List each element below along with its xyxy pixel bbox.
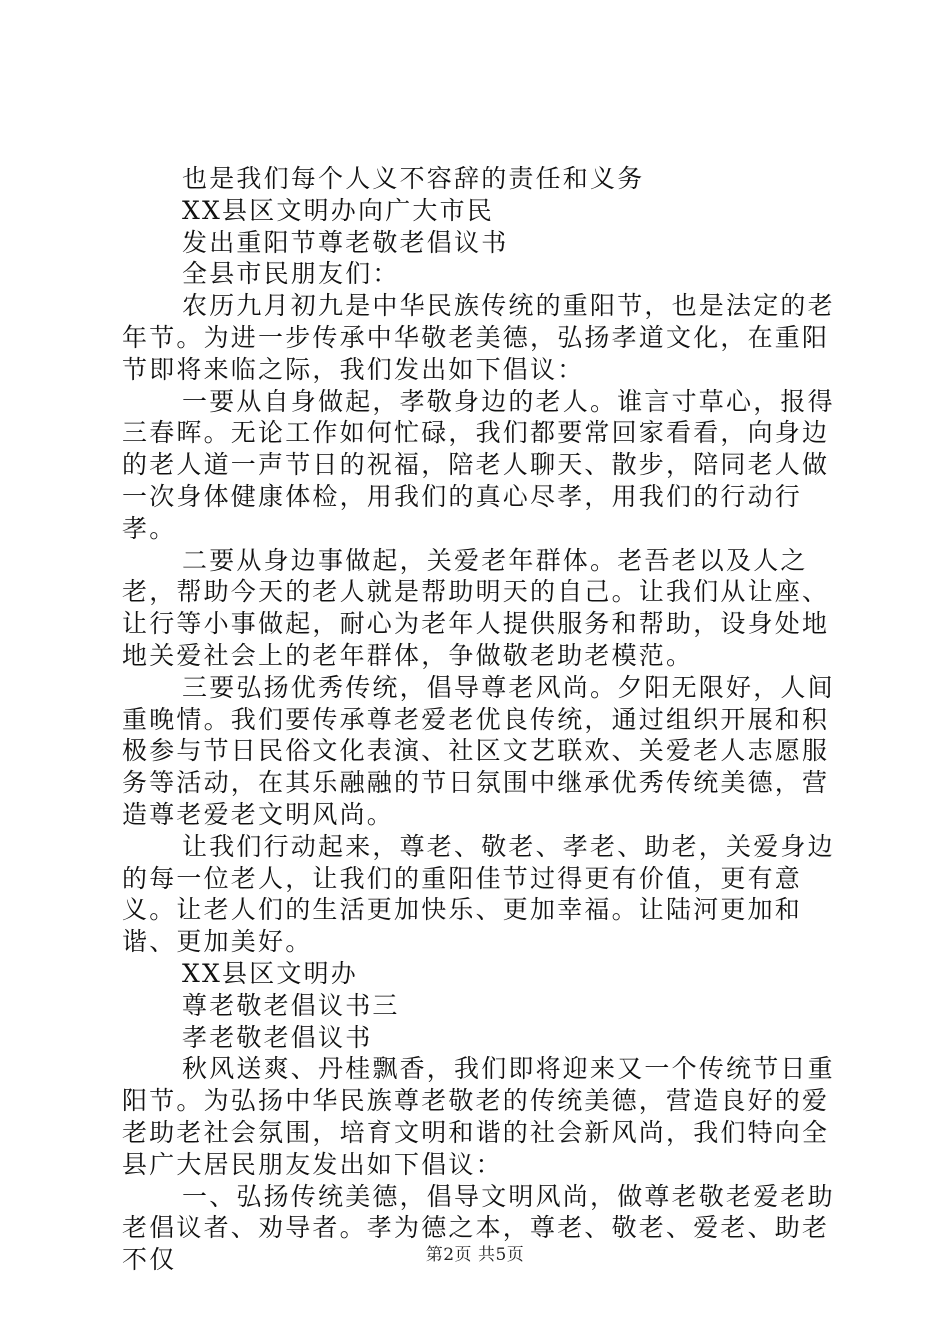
paragraph: 二要从身边事做起，关爱老年群体。老吾老以及人之老，帮助今天的老人就是帮助明天的自己。让我们从让座、让行等小事做起，耐心为老年人提供服务和帮助，设身处地地关爱社会上的老年群体，争做敬老助老模范。 [122, 545, 830, 670]
paragraph: 农历九月初九是中华民族传统的重阳节，也是法定的老年节。为进一步传承中华敬老美德，弘扬孝道文化，在重阳节即将来临之际，我们发出如下倡议： [122, 291, 835, 384]
paragraph: XX县区文明办向广大市民 [182, 195, 494, 225]
paragraph: 一、弘扬传统美德，倡导文明风尚，做尊老敬老爱老助老倡议者、劝导者。孝为德之本，尊老、敬老、爱老、助老不仅 [122, 1181, 835, 1275]
paragraph: XX县区文明办 [182, 958, 358, 988]
paragraph: 让我们行动起来，尊老、敬老、孝老、助老，关爱身边的每一位老人，让我们的重阳佳节过得更有价值，更有意义。让老人们的生活更加快乐、更加幸福。让陆河更加和谐、更加美好。 [122, 831, 835, 957]
paragraph: 三要弘扬优秀传统，倡导尊老风尚。夕阳无限好，人间重晚情。我们要传承尊老爱老优良传统，通过组织开展和积极参与节日民俗文化表演、社区文艺联欢、关爱老人志愿服务等活动，在其乐融融的节日氛围中继承优秀传统美德，营造尊老爱老文明风尚。 [122, 672, 835, 829]
paragraph: 全县市民朋友们： [182, 259, 400, 289]
page-number-footer: 第2页 共5页 [425, 1245, 525, 1265]
paragraph: 秋风送爽、丹桂飘香，我们即将迎来又一个传统节日重阳节。为弘扬中华民族尊老敬老的传统美德，营造良好的爱老助老社会氛围，培育文明和谐的社会新风尚，我们特向全县广大居民朋友发出如下倡议： [122, 1054, 835, 1179]
paragraph: 发出重阳节尊老敬老倡议书 [182, 227, 509, 257]
paragraph: 一要从自身做起，孝敬身边的老人。谁言寸草心，报得三春晖。无论工作如何忙碌，我们都要常回家看看，向身边的老人道一声节日的祝福，陪老人聊天、散步，陪同老人做一次身体健康体检，用我们的真心尽孝，用我们的行动行孝。 [122, 386, 835, 543]
document-body [122, 163, 842, 1276]
paragraph: 尊老敬老倡议书三 [182, 990, 400, 1020]
paragraph: 孝老敬老倡议书 [182, 1022, 373, 1052]
paragraph: 也是我们每个人义不容辞的责任和义务 [182, 164, 645, 193]
